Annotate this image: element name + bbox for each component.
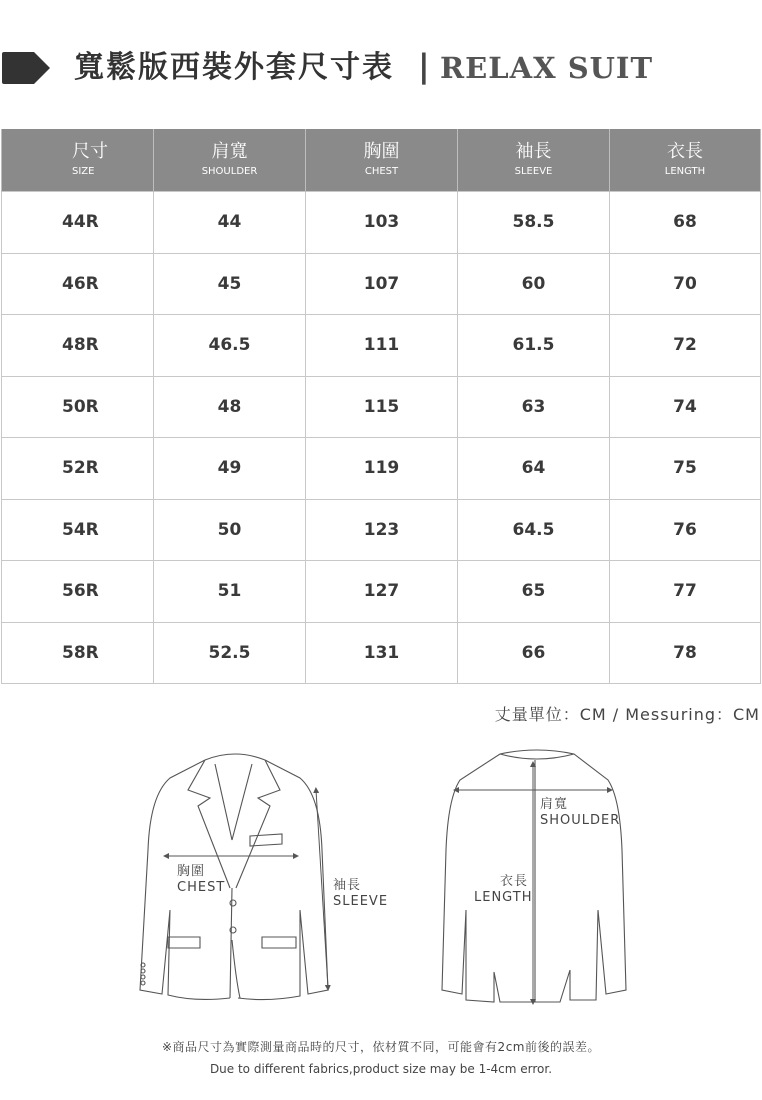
size-table [1, 129, 761, 684]
column-header-length: 衣長 LENGTH [610, 129, 761, 192]
cell-length: 77 [610, 561, 761, 623]
cell-length: 75 [610, 438, 761, 500]
cell-size: 50R [2, 376, 154, 438]
table-row [2, 438, 761, 500]
table-row [2, 315, 761, 377]
table-row [2, 499, 761, 561]
cell-sleeve: 63 [458, 376, 610, 438]
cell-chest: 107 [306, 253, 458, 315]
table-row [2, 192, 761, 254]
table-row [2, 622, 761, 684]
table-header-row [2, 129, 761, 192]
table-row [2, 253, 761, 315]
column-header-shoulder: 肩寬 SHOULDER [154, 129, 306, 192]
cell-size: 48R [2, 315, 154, 377]
cell-chest: 131 [306, 622, 458, 684]
cell-size: 46R [2, 253, 154, 315]
cell-size: 54R [2, 499, 154, 561]
column-header-size: 尺寸 SIZE [2, 129, 154, 192]
table-row [2, 376, 761, 438]
cell-shoulder: 48 [154, 376, 306, 438]
length-label: 衣長 LENGTH [474, 874, 533, 905]
page-header [0, 38, 762, 98]
sleeve-measure-arrow [316, 790, 328, 988]
cell-size: 44R [2, 192, 154, 254]
cell-sleeve: 64.5 [458, 499, 610, 561]
cell-shoulder: 46.5 [154, 315, 306, 377]
cell-shoulder: 45 [154, 253, 306, 315]
cell-chest: 127 [306, 561, 458, 623]
cell-length: 72 [610, 315, 761, 377]
jacket-front-illustration [140, 754, 328, 1000]
unit-note: 丈量單位：CM / Messuring：CM [494, 705, 760, 724]
cell-sleeve: 61.5 [458, 315, 610, 377]
cell-size: 52R [2, 438, 154, 500]
cell-size: 56R [2, 561, 154, 623]
cell-length: 74 [610, 376, 761, 438]
cell-sleeve: 60 [458, 253, 610, 315]
cell-sleeve: 65 [458, 561, 610, 623]
table-row [2, 561, 761, 623]
cell-length: 70 [610, 253, 761, 315]
sleeve-label: 袖長 SLEEVE [333, 878, 389, 909]
cell-shoulder: 50 [154, 499, 306, 561]
column-header-chest: 胸圍 CHEST [306, 129, 458, 192]
column-header-sleeve: 袖長 SLEEVE [458, 129, 610, 192]
cell-chest: 119 [306, 438, 458, 500]
cell-shoulder: 52.5 [154, 622, 306, 684]
cell-size: 58R [2, 622, 154, 684]
cell-chest: 123 [306, 499, 458, 561]
cell-length: 78 [610, 622, 761, 684]
arrow-icon [0, 48, 52, 88]
cell-sleeve: 58.5 [458, 192, 610, 254]
cell-sleeve: 66 [458, 622, 610, 684]
cell-length: 76 [610, 499, 761, 561]
cell-chest: 103 [306, 192, 458, 254]
cell-shoulder: 44 [154, 192, 306, 254]
shoulder-label: 肩寬 SHOULDER [540, 797, 621, 828]
cell-sleeve: 64 [458, 438, 610, 500]
cell-chest: 115 [306, 376, 458, 438]
cell-shoulder: 51 [154, 561, 306, 623]
page-subtitle: RELAX SUIT [440, 51, 654, 85]
jacket-back-illustration [442, 750, 626, 1002]
cell-length: 68 [610, 192, 761, 254]
cell-chest: 111 [306, 315, 458, 377]
cell-shoulder: 49 [154, 438, 306, 500]
title-separator: | [418, 47, 430, 85]
chest-label: 胸圍 CHEST [177, 864, 226, 895]
page-title: 寬鬆版西裝外套尺寸表 [74, 50, 394, 85]
footnote-en: Due to different fabrics,product size may be 1-4cm error. [209, 1062, 553, 1076]
footnote-cn: ※商品尺寸為實際測量商品時的尺寸，依材質不同，可能會有2cm前後的誤差。 [162, 1040, 600, 1054]
